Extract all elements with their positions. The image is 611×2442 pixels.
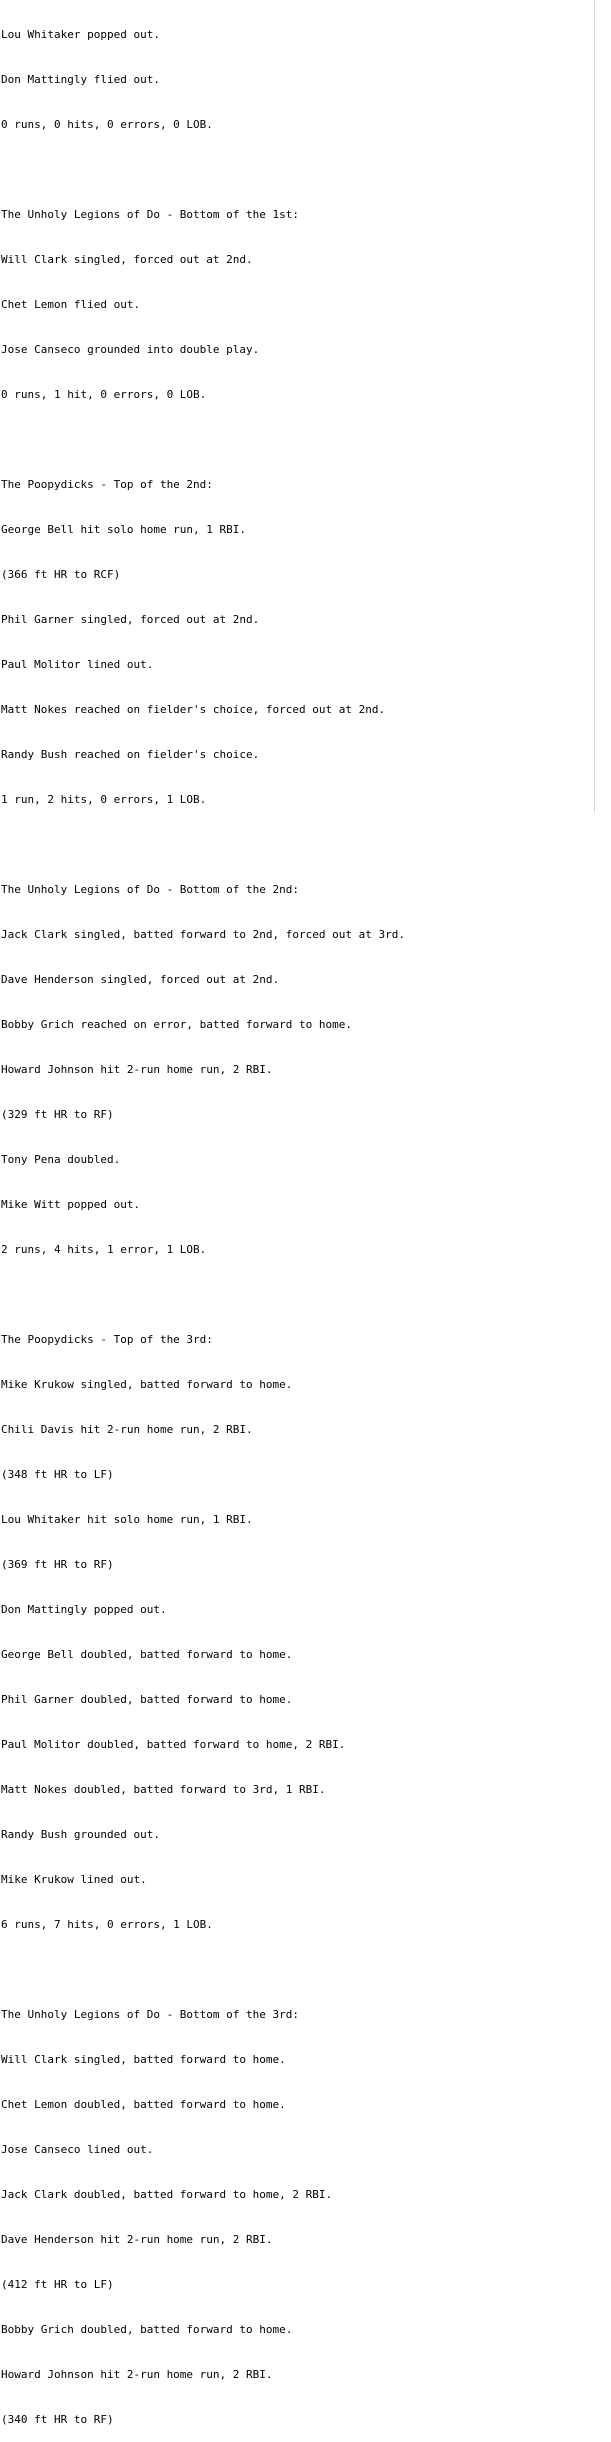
blank-line (1, 1287, 593, 1302)
home-run-distance: (366 ft HR to RCF) (1, 568, 121, 581)
log-line: Phil Garner singled, forced out at 2nd. (1, 613, 260, 626)
inning-header: The Unholy Legions of Do - Bottom of the 2nd: (1, 883, 300, 896)
home-run-distance: (329 ft HR to RF) (1, 1108, 114, 1121)
log-line: George Bell hit solo home run, 1 RBI. (1, 523, 247, 536)
log-line: Jose Canseco lined out. (1, 2143, 154, 2156)
blank-line (1, 837, 593, 852)
log-line: Howard Johnson hit 2-run home run, 2 RBI. (1, 2368, 273, 2381)
inning-summary: 0 runs, 0 hits, 0 errors, 0 LOB. (1, 118, 213, 131)
log-line: Jack Clark singled, batted forward to 2nd, forced out at 3rd. (1, 928, 405, 941)
log-line: Randy Bush reached on fielder's choice. (1, 748, 260, 761)
inning-summary: 2 runs, 4 hits, 1 error, 1 LOB. (1, 1243, 207, 1256)
log-line: George Bell doubled, batted forward to home. (1, 1648, 293, 1661)
log-line: Chili Davis hit 2-run home run, 2 RBI. (1, 1423, 253, 1436)
log-line: Mike Krukow lined out. (1, 1873, 147, 1886)
log-line: Don Mattingly flied out. (1, 73, 160, 86)
log-line: Bobby Grich doubled, batted forward to home. (1, 2323, 293, 2336)
log-line: Lou Whitaker popped out. (1, 28, 160, 41)
log-line: Will Clark singled, batted forward to home. (1, 2053, 286, 2066)
blank-line (1, 162, 593, 177)
log-line: Dave Henderson singled, forced out at 2nd. (1, 973, 280, 986)
vertical-scrollbar[interactable] (594, 0, 611, 813)
home-run-distance: (340 ft HR to RF) (1, 2413, 114, 2426)
inning-summary: 6 runs, 7 hits, 0 errors, 1 LOB. (1, 1918, 213, 1931)
inning-header: The Poopydicks - Top of the 2nd: (1, 478, 213, 491)
log-line: Chet Lemon doubled, batted forward to home. (1, 2098, 286, 2111)
log-line: Lou Whitaker hit solo home run, 1 RBI. (1, 1513, 253, 1526)
log-line: Chet Lemon flied out. (1, 298, 141, 311)
log-line: Bobby Grich reached on error, batted forward to home. (1, 1018, 352, 1031)
inning-header: The Poopydicks - Top of the 3rd: (1, 1333, 213, 1346)
log-line: Tony Pena doubled. (1, 1153, 121, 1166)
inning-header: The Unholy Legions of Do - Bottom of the 1st: (1, 208, 300, 221)
game-log-text (1, 0, 593, 2442)
log-line: Matt Nokes doubled, batted forward to 3rd, 1 RBI. (1, 1783, 326, 1796)
blank-line (1, 1962, 593, 1977)
log-line: Mike Witt popped out. (1, 1198, 141, 1211)
log-line: Don Mattingly popped out. (1, 1603, 167, 1616)
inning-summary: 1 run, 2 hits, 0 errors, 1 LOB. (1, 793, 207, 806)
log-line: Dave Henderson hit 2-run home run, 2 RBI. (1, 2233, 273, 2246)
log-line: Phil Garner doubled, batted forward to home. (1, 1693, 293, 1706)
inning-header: The Unholy Legions of Do - Bottom of the 3rd: (1, 2008, 300, 2021)
home-run-distance: (369 ft HR to RF) (1, 1558, 114, 1571)
log-line: Paul Molitor doubled, batted forward to home, 2 RBI. (1, 1738, 346, 1751)
log-line: Paul Molitor lined out. (1, 658, 154, 671)
log-line: Matt Nokes reached on fielder's choice, forced out at 2nd. (1, 703, 386, 716)
home-run-distance: (348 ft HR to LF) (1, 1468, 114, 1481)
home-run-distance: (412 ft HR to LF) (1, 2278, 114, 2291)
log-line: Randy Bush grounded out. (1, 1828, 160, 1841)
inning-summary: 0 runs, 1 hit, 0 errors, 0 LOB. (1, 388, 207, 401)
log-line: Will Clark singled, forced out at 2nd. (1, 253, 253, 266)
log-line: Jose Canseco grounded into double play. (1, 343, 260, 356)
log-line: Mike Krukow singled, batted forward to home. (1, 1378, 293, 1391)
log-line: Jack Clark doubled, batted forward to home, 2 RBI. (1, 2188, 333, 2201)
log-line: Howard Johnson hit 2-run home run, 2 RBI. (1, 1063, 273, 1076)
blank-line (1, 432, 593, 447)
